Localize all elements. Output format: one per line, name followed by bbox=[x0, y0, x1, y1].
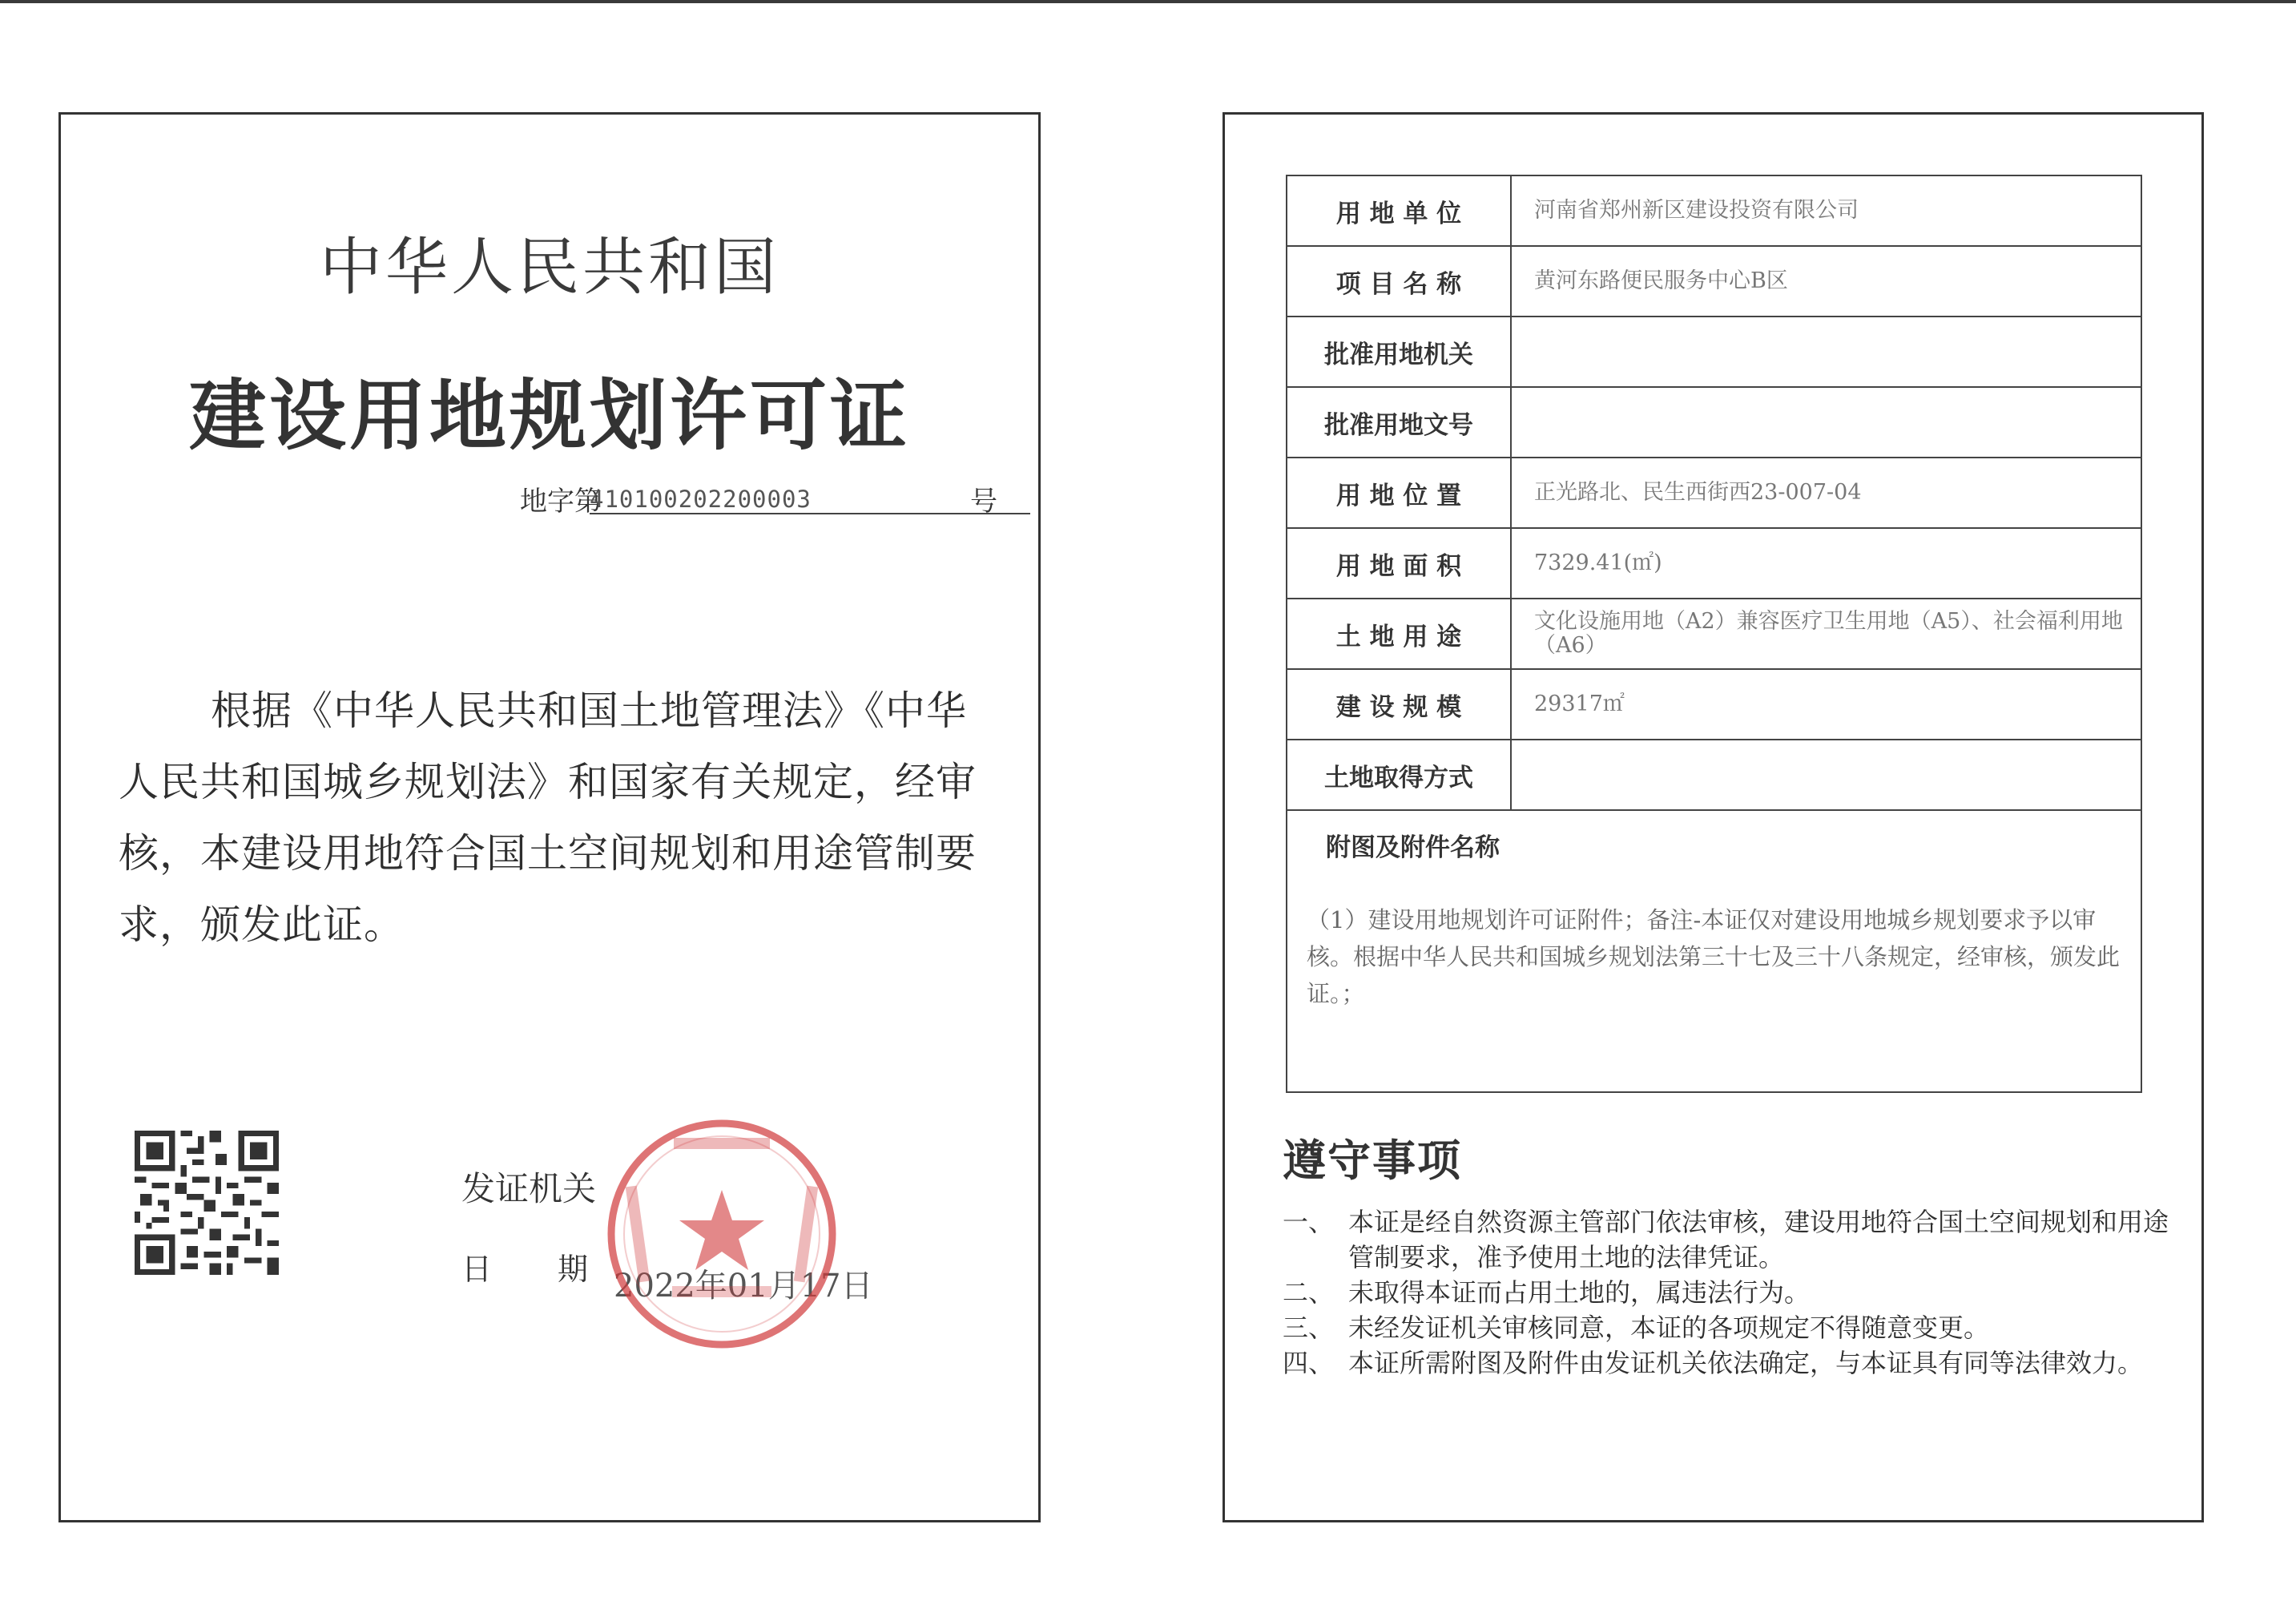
attachments-text: （1）建设用地规划许可证附件；备注-本证仅对建设用地城乡规划要求予以审核。根据中华人民共和国城乡规划法第三十七及三十八条规定，经审核，颁发此证。； bbox=[1307, 906, 2121, 1007]
info-row-label: 项 目 名 称 bbox=[1287, 246, 1511, 317]
attachments-label: 附图及附件名称 bbox=[1326, 833, 1500, 862]
land-info-table bbox=[1286, 175, 2142, 1093]
notice-item bbox=[1283, 1275, 2172, 1310]
attachments-cell bbox=[1287, 810, 2141, 1092]
official-seal-stamp bbox=[602, 1114, 842, 1354]
notice-number: 四、 bbox=[1283, 1348, 1335, 1378]
notice-text: 未取得本证而占用土地的，属违法行为。 bbox=[1348, 1277, 1811, 1308]
info-row-value bbox=[1511, 740, 2141, 810]
info-row-label: 土地取得方式 bbox=[1287, 740, 1511, 810]
certificate-front-page bbox=[58, 112, 1041, 1522]
notice-number: 一、 bbox=[1283, 1207, 1335, 1237]
info-row bbox=[1287, 246, 2141, 317]
info-row-value: 河南省郑州新区建设投资有限公司 bbox=[1511, 175, 2141, 246]
certificate-number-suffix: 号 bbox=[970, 486, 997, 518]
info-row-label: 土 地 用 途 bbox=[1287, 599, 1511, 669]
info-row bbox=[1287, 317, 2141, 387]
info-row bbox=[1287, 528, 2141, 599]
issuer-label: 发证机关 bbox=[461, 1169, 597, 1208]
notice-text: 本证所需附图及附件由发证机关依法确定，与本证具有同等法律效力。 bbox=[1348, 1348, 2144, 1378]
info-row bbox=[1287, 669, 2141, 740]
notice-text: 未经发证机关审核同意，本证的各项规定不得随意变更。 bbox=[1348, 1313, 1990, 1343]
info-row-value: 正光路北、民生西街西23-007-04 bbox=[1511, 458, 2141, 528]
info-row-value bbox=[1511, 387, 2141, 458]
notice-item bbox=[1283, 1345, 2172, 1381]
info-row bbox=[1287, 175, 2141, 246]
notice-item bbox=[1283, 1204, 2172, 1275]
info-row-value: 29317㎡ bbox=[1511, 669, 2141, 740]
info-row bbox=[1287, 599, 2141, 669]
info-row-label: 批准用地机关 bbox=[1287, 317, 1511, 387]
country-name: 中华人民共和国 bbox=[319, 232, 779, 304]
info-row-label: 用 地 面 积 bbox=[1287, 528, 1511, 599]
info-row-label: 用 地 位 置 bbox=[1287, 458, 1511, 528]
certificate-title: 建设用地规划许可证 bbox=[189, 371, 910, 461]
legal-basis-text: 根据《中华人民共和国土地管理法》《中华人民共和国城乡规划法》和国家有关规定，经审核，本建设用地符合国土空间规划和用途管制要求，颁发此证。 bbox=[119, 688, 977, 948]
notice-number: 二、 bbox=[1283, 1277, 1335, 1308]
info-row-label: 建 设 规 模 bbox=[1287, 669, 1511, 740]
notice-item bbox=[1283, 1310, 2172, 1345]
top-border bbox=[0, 0, 2296, 3]
info-row-value bbox=[1511, 317, 2141, 387]
info-row-label: 用 地 单 位 bbox=[1287, 175, 1511, 246]
certificate-number: 410100202200003 bbox=[590, 486, 1030, 514]
certificate-number-prefix: 地字第 bbox=[520, 486, 602, 518]
info-row bbox=[1287, 458, 2141, 528]
info-row-value: 文化设施用地（A2）兼容医疗卫生用地（A5）、社会福利用地（A6） bbox=[1511, 599, 2141, 669]
certificate-detail-page bbox=[1223, 112, 2204, 1522]
info-row-value: 黄河东路便民服务中心B区 bbox=[1511, 246, 2141, 317]
notice-title: 遵守事项 bbox=[1283, 1135, 1462, 1186]
notice-list bbox=[1283, 1204, 2172, 1381]
notice-number: 三、 bbox=[1283, 1313, 1335, 1343]
info-row-value: 7329.41(㎡) bbox=[1511, 528, 2141, 599]
info-row bbox=[1287, 740, 2141, 810]
info-row-label: 批准用地文号 bbox=[1287, 387, 1511, 458]
qr-code-icon bbox=[135, 1131, 279, 1275]
issue-date-label: 日 期 bbox=[461, 1252, 590, 1287]
issue-date: 2022年01月17日 bbox=[614, 1268, 873, 1304]
notice-text: 本证是经自然资源主管部门依法审核，建设用地符合国土空间规划和用途管制要求，准予使用土地的法律凭证。 bbox=[1348, 1207, 2169, 1272]
info-row bbox=[1287, 387, 2141, 458]
